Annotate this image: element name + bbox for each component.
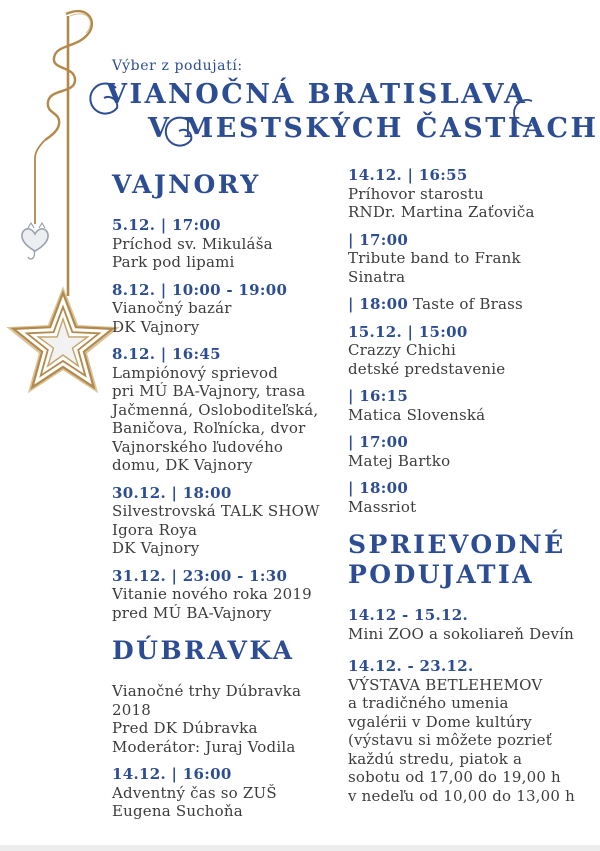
event-text-line: Eugena Suchoňa <box>112 802 243 820</box>
event-text-line: domu, DK Vajnory <box>112 456 253 474</box>
event-date: | 18:00 Taste of Brass <box>348 295 523 313</box>
event-text-line: Massriot <box>348 497 417 516</box>
event-text-line: Sinatra <box>348 267 406 286</box>
event-text-line: (výstavu si môžete pozrieť <box>348 731 552 749</box>
event-item <box>112 281 347 337</box>
event-text-line: a tradičného umenia <box>348 694 509 712</box>
event-item <box>112 484 347 558</box>
event-text-line: vgalérii v Dome kultúry <box>348 712 532 731</box>
event-text-line: Vianočný bazár <box>112 299 232 317</box>
footer-strip <box>0 845 600 851</box>
event-date: | 17:00 <box>348 433 409 451</box>
event-title-inline: Taste of Brass <box>408 295 523 313</box>
section-heading: VAJNORY <box>112 170 261 199</box>
title-line-1: VIANOČNÁ BRATISLAVA <box>106 79 528 110</box>
event-text-line: Vajnorského ľudového <box>112 437 284 456</box>
ornament-string-short <box>35 140 45 224</box>
event-text-line: Baničova, Roľnícka, dvor <box>112 419 306 437</box>
event-text-line: Igora Roya <box>112 520 198 539</box>
hanging-star-ornament-icon <box>0 0 130 420</box>
event-text-line: Príhovor starostu <box>348 184 484 203</box>
event-item <box>348 231 596 287</box>
event-text-line: sobotu od 17,00 do 19,00 h <box>348 768 561 786</box>
section-heading: SPRIEVODNÉ PODUJATIA <box>348 530 566 589</box>
event-text-line: Moderátor: Juraj Vodila <box>112 737 296 756</box>
event-text-line: Adventný čas so ZUŠ <box>112 783 277 802</box>
event-date: 15.12. | 15:00 <box>348 322 468 341</box>
event-text-line: Tribute band to Frank <box>348 249 521 267</box>
event-text-line: pri MÚ BA-Vajnory, trasa <box>112 382 306 400</box>
event-item <box>348 606 596 643</box>
event-item <box>348 387 596 424</box>
event-date: | 16:15 <box>348 387 409 405</box>
ornament-ribbon-highlight <box>70 14 90 33</box>
event-item <box>348 657 596 805</box>
event-text-line: Príchod sv. Mikuláša <box>112 234 273 253</box>
event-date: 8.12. | 10:00 - 19:00 <box>112 280 288 299</box>
event-text-line: Vianočné trhy Dúbravka <box>112 682 302 700</box>
event-text-line: Pred DK Dúbravka <box>112 719 258 737</box>
event-text-line: Jačmenná, Osloboditeľská, <box>112 400 319 419</box>
event-text-line: každú stredu, piatok a <box>348 749 523 768</box>
event-item <box>112 682 347 756</box>
event-item <box>348 166 596 222</box>
event-text-line: Crazzy Chichi <box>348 341 457 359</box>
event-item <box>348 433 596 470</box>
event-date: 31.12. | 23:00 - 1:30 <box>112 566 288 585</box>
event-date: 14.12 - 15.12. <box>348 606 469 624</box>
event-item <box>112 216 347 272</box>
event-text-line: Mini ZOO a sokoliareň Devín <box>348 624 574 643</box>
event-item <box>348 295 596 314</box>
event-item <box>112 765 347 821</box>
event-text-line: DK Vajnory <box>112 317 200 336</box>
event-date: 8.12. | 16:45 <box>112 345 221 363</box>
event-text-line: Lampiónový sprievod <box>112 363 279 382</box>
heart-charm-leaves <box>28 223 45 228</box>
event-text-line: pred MÚ BA-Vajnory <box>112 603 272 622</box>
event-text-line: detské predstavenie <box>348 359 506 378</box>
section-heading: DÚBRAVKA <box>112 636 295 665</box>
event-date: 14.12. | 16:55 <box>348 166 468 184</box>
event-date: 5.12. | 17:00 <box>112 216 221 234</box>
column-right <box>348 166 596 814</box>
event-date: 14.12. - 23.12. <box>348 657 474 675</box>
event-item <box>112 567 347 623</box>
column-left <box>112 170 347 830</box>
heart-charm-icon <box>22 229 48 251</box>
event-date: 30.12. | 18:00 <box>112 483 232 502</box>
title-line-2: V MESTSKÝCH ČASTIACH <box>148 113 599 144</box>
event-text-line: v nedeľu od 10,00 do 13,00 h <box>348 786 575 805</box>
event-text-line: VÝSTAVA BETLEHEMOV <box>348 675 543 694</box>
event-date: 14.12. | 16:00 <box>112 765 232 783</box>
event-item <box>348 323 596 379</box>
event-text-line: Silvestrovská TALK SHOW <box>112 502 320 520</box>
event-text-line: Matica Slovenská <box>348 405 486 424</box>
event-text-line: Matej Bartko <box>348 451 451 470</box>
heart-charm-tail <box>28 251 34 259</box>
event-date: | 18:00 <box>348 479 409 497</box>
event-item <box>112 345 347 475</box>
poster-title <box>90 78 599 146</box>
event-text-line: Park pod lipami <box>112 253 235 271</box>
event-date: | 17:00 <box>348 230 409 249</box>
event-item <box>348 479 596 516</box>
event-text-line: Vitanie nového roka 2019 <box>112 585 312 603</box>
kicker-text: Výber z podujatí: <box>112 58 243 74</box>
event-text-line: DK Vajnory <box>112 539 200 557</box>
event-text-line: RNDr. Martina Zaťoviča <box>348 203 535 221</box>
event-text-line: 2018 <box>112 700 151 719</box>
